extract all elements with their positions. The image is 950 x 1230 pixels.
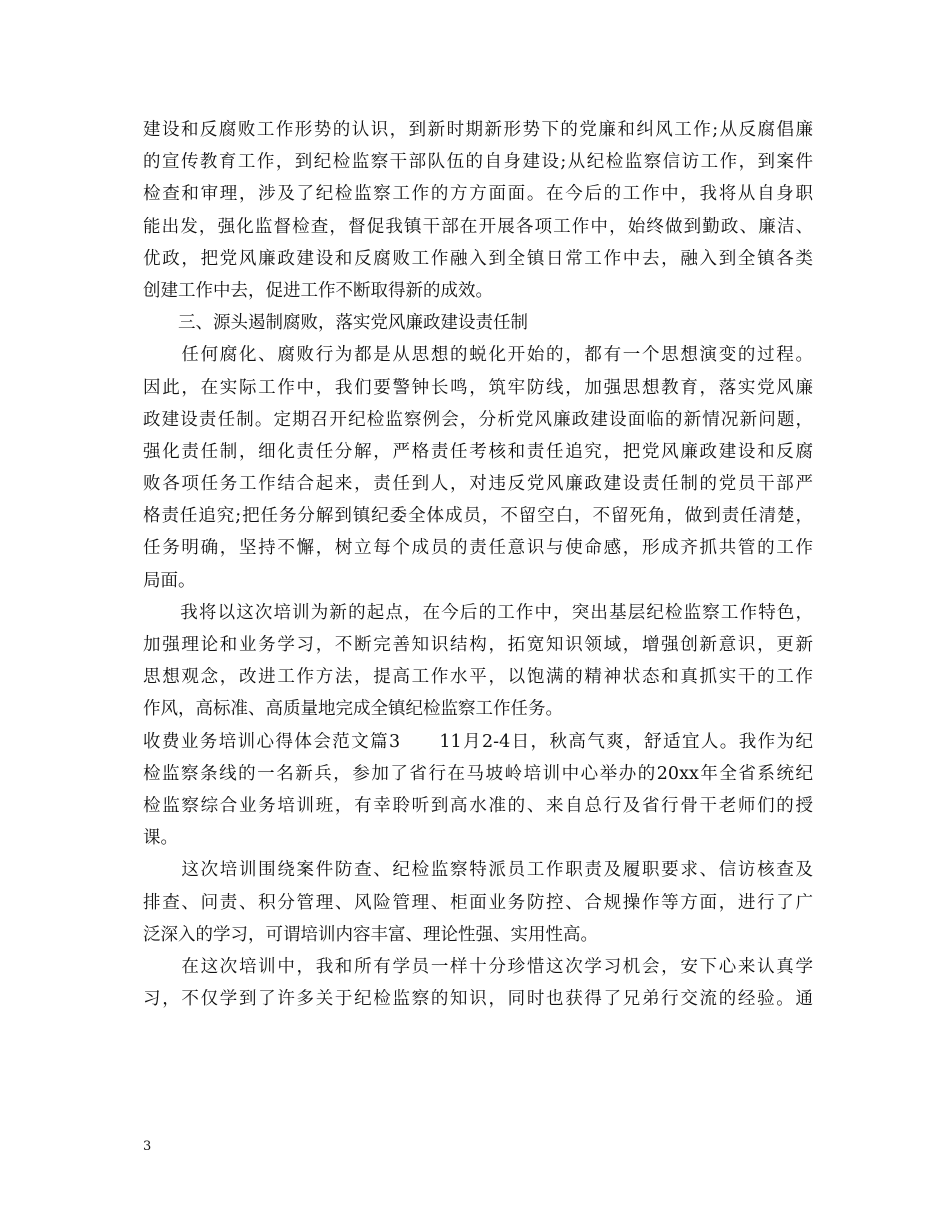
text-line: 检查和审理，涉及了纪检监察工作的方方面面。在今后的工作中，我将从自身职 (143, 184, 813, 205)
text-line: 我将以这次培训为新的起点，在今后的工作中，突出基层纪检监察工作特色， (143, 602, 813, 623)
text-line: 检监察条线的一名新兵，参加了省行在马坡岭培训中心举办的20xx年全省系统纪 (143, 763, 813, 784)
text-line: 因此，在实际工作中，我们要警钟长鸣，筑牢防线，加强思想教育，落实党风廉 (143, 377, 813, 398)
text-line: 思想观念，改进工作方法，提高工作水平，以饱满的精神状态和真抓实干的工作 (143, 667, 813, 688)
text-line: 收费业务培训心得体会范文篇3 11月2-4日，秋高气爽，舒适宜人。我作为纪 (143, 731, 813, 752)
text-line: 这次培训围绕案件防查、纪检监察特派员工作职责及履职要求、信访核查及 (143, 860, 813, 881)
text-line: 的宣传教育工作，到纪检监察干部队伍的自身建设;从纪检监察信访工作，到案件 (143, 152, 813, 173)
text-line: 泛深入的学习，可谓培训内容丰富、理论性强、实用性高。 (143, 924, 598, 945)
document-body (143, 114, 813, 1015)
text-line: 建设和反腐败工作形势的认识，到新时期新形势下的党廉和纠风工作;从反腐倡廉 (143, 120, 813, 140)
text-line: 习，不仅学到了许多关于纪检监察的知识，同时也获得了兄弟行交流的经验。通 (143, 989, 813, 1010)
text-line: 强化责任制，细化责任分解，严格责任考核和责任追究，把党风廉政建设和反腐 (143, 441, 813, 462)
text-line: 检监察综合业务培训班，有幸聆听到高水准的、来自总行及省行骨干老师们的授 (143, 795, 813, 816)
text-line: 任何腐化、腐败行为都是从思想的蜕化开始的，都有一个思想演变的过程。 (143, 345, 813, 366)
page-number: 3 (143, 1139, 152, 1154)
text-line: 优政，把党风廉政建设和反腐败工作融入到全镇日常工作中去，融入到全镇各类 (143, 248, 813, 269)
text-line: 局面。 (143, 570, 196, 591)
text-line: 在这次培训中，我和所有学员一样十分珍惜这次学习机会，安下心来认真学 (143, 956, 813, 977)
text-line: 三、源头遏制腐败，落实党风廉政建设责任制 (143, 313, 528, 334)
text-line: 创建工作中去，促进工作不断取得新的成效。 (143, 280, 493, 301)
text-line: 课。 (143, 828, 178, 849)
text-line: 排查、问责、积分管理、风险管理、柜面业务防控、合规操作等方面，进行了广 (143, 892, 813, 913)
text-line: 任务明确，坚持不懈，树立每个成员的责任意识与使命感，形成齐抓共管的工作 (143, 538, 813, 559)
text-line: 政建设责任制。定期召开纪检监察例会，分析党风廉政建设面临的新情况新问题， (143, 409, 813, 430)
text-line: 加强理论和业务学习，不断完善知识结构，拓宽知识领域，增强创新意识，更新 (143, 635, 813, 655)
text-line: 格责任追究;把任务分解到镇纪委全体成员，不留空白，不留死角，做到责任清楚， (143, 506, 813, 527)
text-line: 败各项任务工作结合起来，责任到人，对违反党风廉政建设责任制的党员干部严 (143, 474, 813, 495)
text-line: 作风，高标准、高质量地完成全镇纪检监察工作任务。 (143, 699, 563, 720)
text-line: 能出发，强化监督检查，督促我镇干部在开展各项工作中，始终做到勤政、廉洁、 (143, 216, 813, 237)
